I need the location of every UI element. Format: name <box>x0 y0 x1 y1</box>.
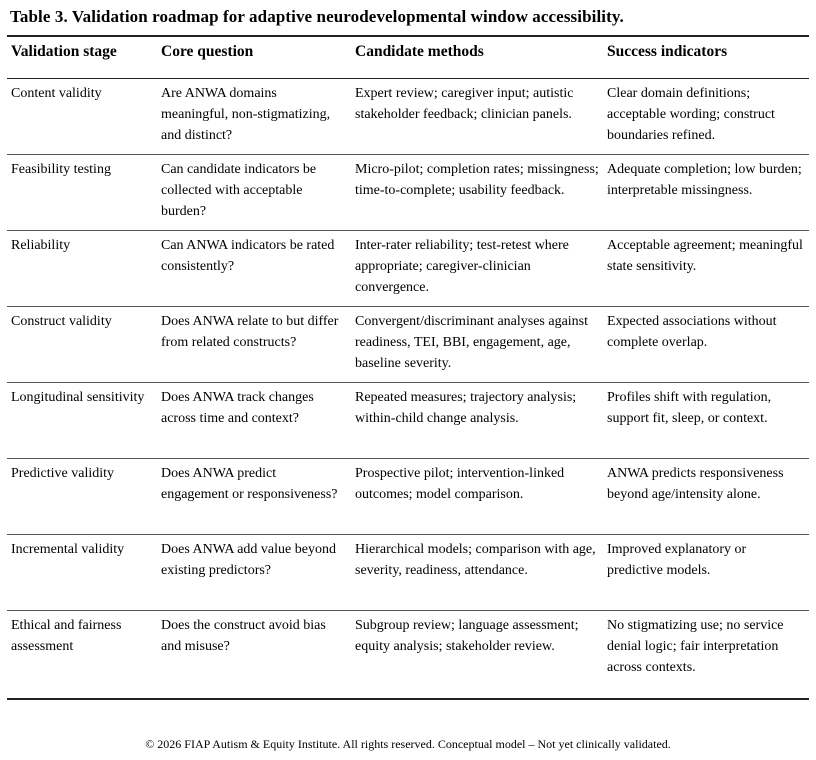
table-row <box>7 535 809 611</box>
table-row <box>7 155 809 231</box>
cell-indicators: ANWA predicts responsiveness beyond age/intensity alone. <box>603 459 809 535</box>
header-validation-stage: Validation stage <box>7 36 157 79</box>
table-row <box>7 459 809 535</box>
cell-stage: Longitudinal sensitivity <box>7 383 157 459</box>
cell-question: Can ANWA indicators be rated consistently? <box>157 231 351 307</box>
table-row <box>7 307 809 383</box>
cell-stage: Predictive validity <box>7 459 157 535</box>
cell-question: Does ANWA add value beyond existing predictors? <box>157 535 351 611</box>
cell-stage: Ethical and fairness assessment <box>7 611 157 699</box>
cell-indicators: Adequate completion; low burden; interpretable missingness. <box>603 155 809 231</box>
cell-question: Does ANWA relate to but differ from related constructs? <box>157 307 351 383</box>
table-row <box>7 383 809 459</box>
cell-question: Are ANWA domains meaningful, non-stigmatizing, and distinct? <box>157 79 351 155</box>
table-header-row <box>7 36 809 79</box>
cell-question: Can candidate indicators be collected with acceptable burden? <box>157 155 351 231</box>
table-title: Table 3. Validation roadmap for adaptive neurodevelopmental window accessibility. <box>10 7 624 26</box>
cell-indicators: Improved explanatory or predictive models. <box>603 535 809 611</box>
cell-stage: Reliability <box>7 231 157 307</box>
table-row <box>7 79 809 155</box>
cell-methods: Subgroup review; language assessment; equity analysis; stakeholder review. <box>351 611 603 699</box>
header-core-question: Core question <box>157 36 351 79</box>
cell-methods: Micro-pilot; completion rates; missingness; time-to-complete; usability feedback. <box>351 155 603 231</box>
copyright-footer: © 2026 FIAP Autism & Equity Institute. All rights reserved. Conceptual model – Not yet clinically validated. <box>145 737 671 751</box>
cell-methods: Expert review; caregiver input; autistic stakeholder feedback; clinician panels. <box>351 79 603 155</box>
cell-methods: Repeated measures; trajectory analysis; within-child change analysis. <box>351 383 603 459</box>
cell-stage: Content validity <box>7 79 157 155</box>
cell-methods: Hierarchical models; comparison with age, severity, readiness, attendance. <box>351 535 603 611</box>
cell-indicators: Acceptable agreement; meaningful state sensitivity. <box>603 231 809 307</box>
cell-methods: Prospective pilot; intervention-linked outcomes; model comparison. <box>351 459 603 535</box>
cell-indicators: No stigmatizing use; no service denial logic; fair interpretation across contexts. <box>603 611 809 699</box>
cell-stage: Construct validity <box>7 307 157 383</box>
validation-roadmap-table <box>7 35 809 700</box>
cell-indicators: Clear domain definitions; acceptable wording; construct boundaries refined. <box>603 79 809 155</box>
header-candidate-methods: Candidate methods <box>351 36 603 79</box>
cell-question: Does the construct avoid bias and misuse? <box>157 611 351 699</box>
cell-indicators: Expected associations without complete overlap. <box>603 307 809 383</box>
cell-question: Does ANWA track changes across time and context? <box>157 383 351 459</box>
header-success-indicators: Success indicators <box>603 36 809 79</box>
cell-methods: Inter-rater reliability; test-retest where appropriate; caregiver-clinician convergence. <box>351 231 603 307</box>
cell-stage: Feasibility testing <box>7 155 157 231</box>
table-row <box>7 611 809 699</box>
cell-indicators: Profiles shift with regulation, support fit, sleep, or context. <box>603 383 809 459</box>
cell-question: Does ANWA predict engagement or responsiveness? <box>157 459 351 535</box>
cell-stage: Incremental validity <box>7 535 157 611</box>
cell-methods: Convergent/discriminant analyses against readiness, TEI, BBI, engagement, age, baseline severity. <box>351 307 603 383</box>
table-row <box>7 231 809 307</box>
